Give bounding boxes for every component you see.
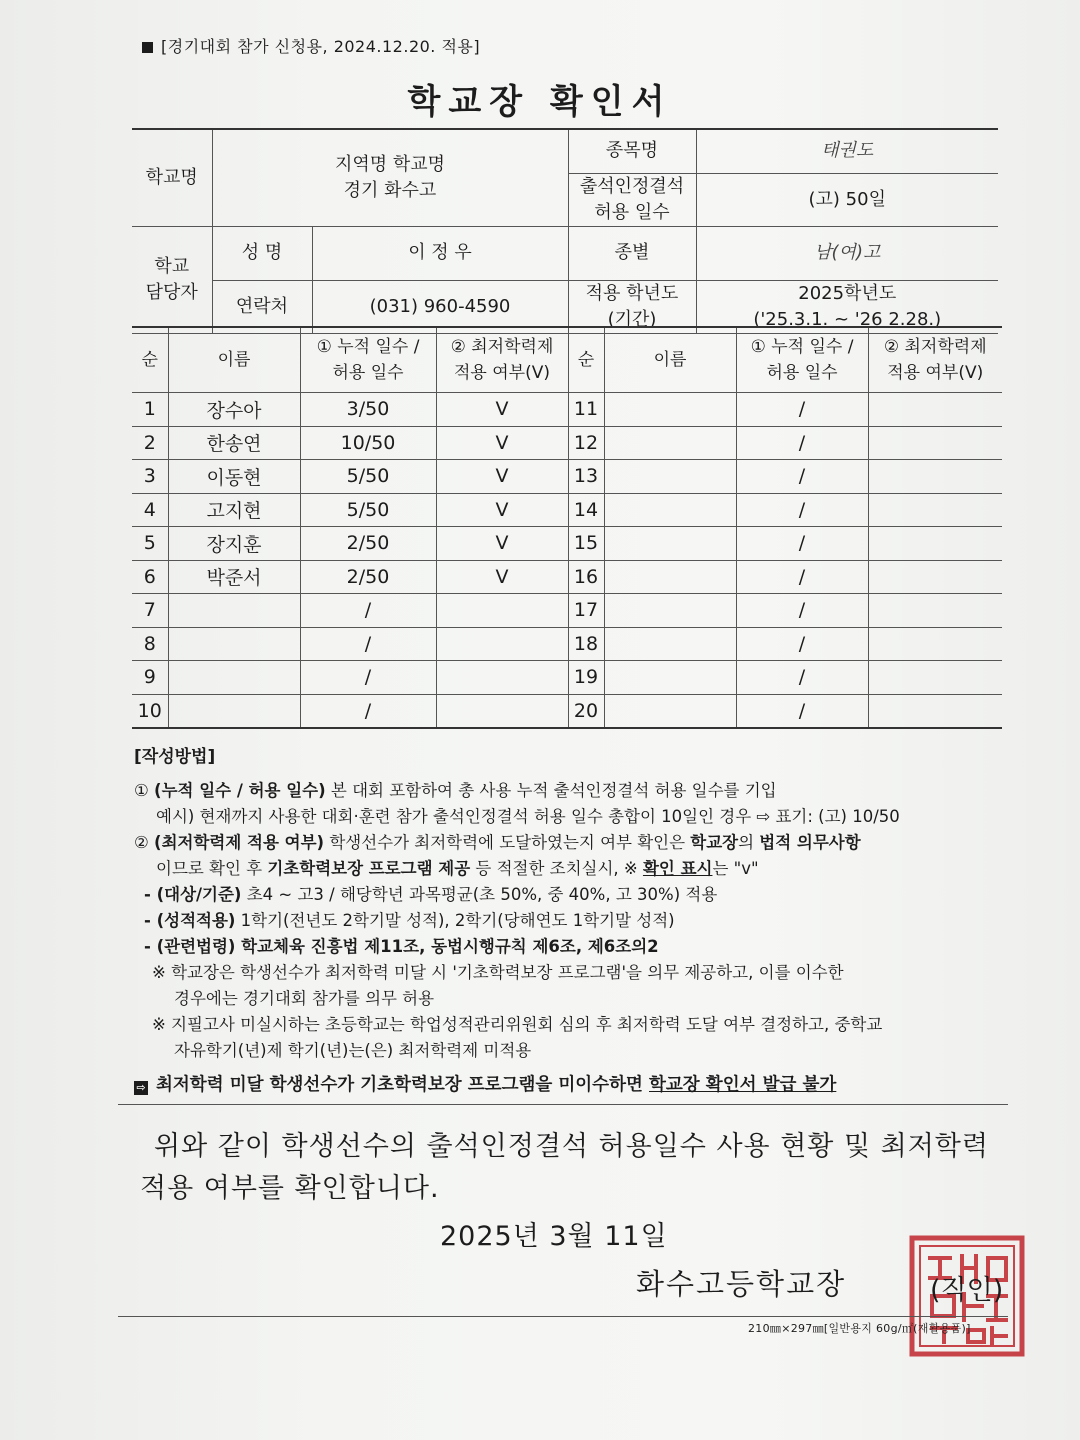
student-name: 장수아 [168, 393, 300, 427]
row-no: 14 [568, 493, 604, 527]
name-value: 이 정 우 [312, 226, 568, 280]
student-name: 박준서 [168, 560, 300, 594]
row-no: 17 [568, 594, 604, 628]
confirmation-statement: 위와 같이 학생선수의 출석인정결석 허용일수 사용 현황 및 최저학력 적용 여부를 확인합니다. [140, 1131, 989, 1204]
instruction-line: 자유학기(년)제 학기(년)는(은) 최저학력제 미적용 [174, 1041, 532, 1060]
table-row [132, 493, 1002, 527]
school-name-cell [212, 129, 568, 226]
student-name [604, 426, 736, 460]
row-no: 16 [568, 560, 604, 594]
instruction-line: ② (최저학력제 적용 여부) 학생선수가 최저학력에 도달하였는지 여부 확인은 학교장의 법적 의무사항 [134, 833, 861, 852]
student-name: 이동현 [168, 460, 300, 494]
student-days: 2/50 [300, 527, 436, 561]
row-no: 15 [568, 527, 604, 561]
table-row [132, 393, 1002, 427]
student-name [604, 460, 736, 494]
instruction-line: - (성적적용) 1학기(전년도 2학기말 성적), 2학기(당해연도 1학기말 성적) [144, 911, 675, 930]
header-note: [경기대회 참가 신청용, 2024.12.20. 적용] [142, 34, 480, 57]
issue-date: 2025년 3월 11일 [440, 1221, 668, 1252]
bottom-divider [118, 1316, 1008, 1317]
seal-label: (직인) [930, 1275, 1004, 1306]
student-days: / [300, 694, 436, 728]
instruction-line: ① (누적 일수 / 허용 일수) 본 대회 포함하여 총 사용 누적 출석인정결석 허용 일수를 기입 [134, 781, 777, 800]
instruction-line: 예시) 현재까지 사용한 대회·훈련 참가 출석인정결석 허용 일수 총합이 10일인 경우 ⇨ 표기: (고) 10/50 [156, 807, 900, 826]
info-table [132, 128, 998, 334]
row-no: 12 [568, 426, 604, 460]
instructions-title: [작성방법] [134, 747, 216, 767]
student-days: / [300, 627, 436, 661]
student-check: V [436, 460, 568, 494]
student-check [868, 493, 1002, 527]
student-name [168, 594, 300, 628]
arrow-box-icon: ⇨ [134, 1081, 148, 1095]
student-name [604, 661, 736, 695]
row-no: 5 [132, 527, 168, 561]
instruction-line: 경우에는 경기대회 참가를 의무 허용 [174, 989, 435, 1008]
student-check [868, 527, 1002, 561]
attendance-label: 출석인정결석 허용 일수 [568, 173, 696, 226]
student-check [868, 594, 1002, 628]
table-row [132, 627, 1002, 661]
student-check: V [436, 426, 568, 460]
student-name [604, 627, 736, 661]
row-no: 9 [132, 661, 168, 695]
school-value: 경기 화수고 [343, 179, 437, 201]
header-no: 순 [132, 327, 168, 393]
student-check: V [436, 560, 568, 594]
phone-value: (031) 960-4590 [312, 280, 568, 333]
student-days: / [736, 694, 868, 728]
student-check [868, 661, 1002, 695]
principal-title: 화수고등학교장 [636, 1267, 847, 1301]
student-check [436, 594, 568, 628]
table-row [132, 460, 1002, 494]
sport-label: 종목명 [568, 129, 696, 173]
warning-line: ⇨ 최저학력 미달 학생선수가 기초학력보장 프로그램을 미이수하면 학교장 확인서 발급 불가 [134, 1072, 1014, 1098]
student-days: / [736, 527, 868, 561]
attendance-value: (고) 50일 [696, 173, 998, 226]
row-no: 1 [132, 393, 168, 427]
instruction-line: - (관련법령) 학교체육 진흥법 제11조, 동법시행규칙 제6조, 제6조의2 [144, 937, 659, 956]
table-row [132, 661, 1002, 695]
student-check: V [436, 527, 568, 561]
student-check [868, 627, 1002, 661]
student-name [604, 594, 736, 628]
header-days: ① 누적 일수 / 허용 일수 [736, 327, 868, 393]
row-no: 11 [568, 393, 604, 427]
contact-person-label: 학교 담당자 [132, 226, 212, 333]
instruction-line: 이므로 확인 후 기초학력보장 프로그램 제공 등 적절한 조치실시, ※ 확인 표시는 "v" [156, 859, 759, 878]
table-row [132, 426, 1002, 460]
student-check [868, 393, 1002, 427]
student-days: / [736, 560, 868, 594]
category-value: 남(여)고 [696, 226, 998, 280]
student-name: 고지현 [168, 493, 300, 527]
student-days: / [736, 627, 868, 661]
table-row [132, 560, 1002, 594]
row-no: 2 [132, 426, 168, 460]
student-check [436, 627, 568, 661]
student-days: / [736, 661, 868, 695]
row-no: 20 [568, 694, 604, 728]
student-days: / [300, 594, 436, 628]
student-name: 장지훈 [168, 527, 300, 561]
student-days: 2/50 [300, 560, 436, 594]
student-check [868, 460, 1002, 494]
phone-label: 연락처 [212, 280, 312, 333]
year-value: 2025학년도 ('25.3.1. ~ '26 2.28.) [696, 280, 998, 333]
instruction-line: ※ 지필고사 미실시하는 초등학교는 학업성적관리위원회 심의 후 최저학력 도달 여부 결정하고, 중학교 [152, 1015, 883, 1034]
row-no: 8 [132, 627, 168, 661]
category-label: 종별 [568, 226, 696, 280]
student-name [604, 560, 736, 594]
row-no: 3 [132, 460, 168, 494]
row-no: 19 [568, 661, 604, 695]
student-name [168, 694, 300, 728]
square-bullet-icon [142, 42, 153, 53]
student-name [604, 694, 736, 728]
paper-spec-note: 210㎜×297㎜[일반용지 60g/㎡(재활용품)] [748, 1322, 971, 1335]
header-min: ② 최저학력제 적용 여부(V) [436, 327, 568, 393]
year-label: 적용 학년도 (기간) [568, 280, 696, 333]
student-name [604, 393, 736, 427]
row-no: 10 [132, 694, 168, 728]
document-title: 학교장 확인서 [407, 82, 673, 122]
student-name [168, 627, 300, 661]
student-check [868, 426, 1002, 460]
divider [118, 1104, 1008, 1105]
student-days: / [736, 393, 868, 427]
name-label: 성 명 [212, 226, 312, 280]
students-table [132, 326, 1002, 729]
row-no: 18 [568, 627, 604, 661]
header-min: ② 최저학력제 적용 여부(V) [868, 327, 1002, 393]
row-no: 4 [132, 493, 168, 527]
header-name: 이름 [168, 327, 300, 393]
sport-value: 태권도 [696, 129, 998, 173]
student-check [436, 661, 568, 695]
row-no: 13 [568, 460, 604, 494]
student-days: / [736, 493, 868, 527]
student-name [604, 493, 736, 527]
row-no: 7 [132, 594, 168, 628]
instruction-line: ※ 학교장은 학생선수가 최저학력 미달 시 '기초학력보장 프로그램'을 의무 제공하고, 이를 이수한 [152, 963, 844, 982]
student-name [168, 661, 300, 695]
student-name [604, 527, 736, 561]
student-days: 10/50 [300, 426, 436, 460]
student-days: / [736, 594, 868, 628]
student-days: 5/50 [300, 493, 436, 527]
student-check: V [436, 493, 568, 527]
table-row [132, 527, 1002, 561]
table-row [132, 594, 1002, 628]
student-name: 한송연 [168, 426, 300, 460]
school-label: 학교명 [132, 129, 212, 226]
student-check: V [436, 393, 568, 427]
header-name: 이름 [604, 327, 736, 393]
header-days: ① 누적 일수 / 허용 일수 [300, 327, 436, 393]
student-days: 5/50 [300, 460, 436, 494]
student-check [868, 560, 1002, 594]
header-no: 순 [568, 327, 604, 393]
instructions [134, 744, 1014, 1098]
student-check [868, 694, 1002, 728]
student-days: 3/50 [300, 393, 436, 427]
student-days: / [300, 661, 436, 695]
table-row [132, 694, 1002, 728]
student-days: / [736, 460, 868, 494]
instruction-line: - (대상/기준) 초4 ~ 고3 / 해당학년 과목평균(초 50%, 중 40%, 고 30%) 적용 [144, 885, 718, 904]
student-days: / [736, 426, 868, 460]
row-no: 6 [132, 560, 168, 594]
student-check [436, 694, 568, 728]
school-placeholder: 지역명 학교명 [334, 153, 446, 175]
